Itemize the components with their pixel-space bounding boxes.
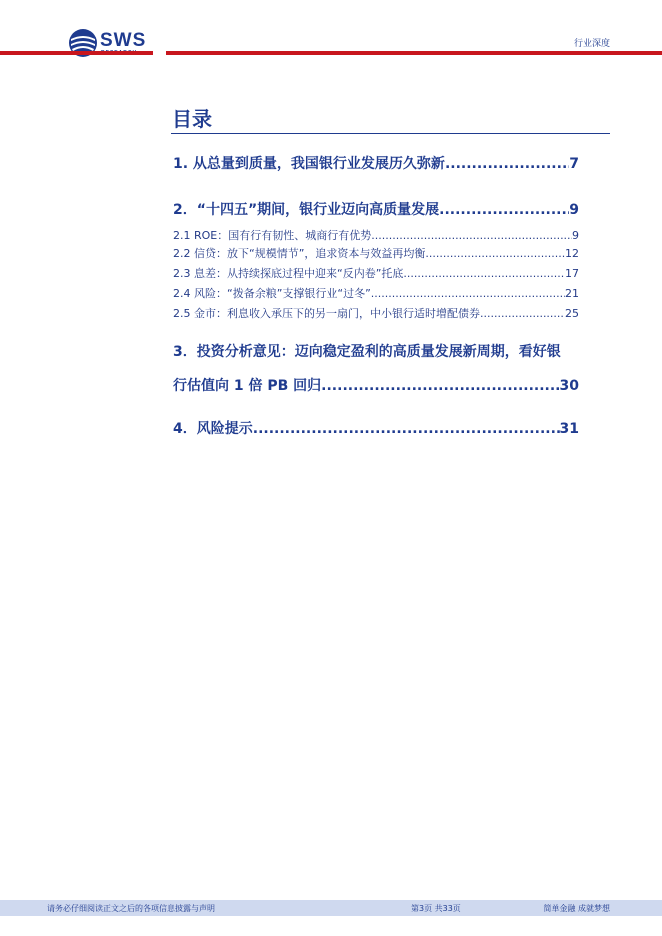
toc-entry-page: 9	[572, 229, 579, 242]
footer-slogan: 简单金融 成就梦想	[543, 904, 610, 913]
toc-entry-3[interactable]	[173, 375, 579, 395]
toc-entry-page: 12	[565, 247, 579, 260]
toc-entry-page: 30	[559, 378, 579, 394]
toc-entry-3-line1[interactable]: 3．投资分析意见：迈向稳定盈利的高质量发展新周期，看好银	[173, 344, 561, 360]
toc-title-rule	[171, 133, 610, 134]
toc-entry-2-4[interactable]	[173, 285, 579, 301]
toc-entry-text: 2.4 风险：“拨备余粮”支撑银行业“过冬”	[173, 287, 371, 300]
toc-entry-page: 17	[565, 267, 579, 280]
toc-entry-2[interactable]	[173, 199, 579, 219]
toc-entry-text: 2.1 ROE：国有行有韧性、城商行有优势	[173, 229, 372, 242]
toc-title: 目录	[172, 107, 212, 131]
toc-entry-page: 21	[565, 287, 579, 300]
footer-disclaimer: 请务必仔细阅读正文之后的各项信息披露与声明	[47, 904, 215, 913]
toc-entry-text: 行估值向 1 倍 PB 回归	[173, 378, 322, 394]
header-rule-left	[0, 51, 153, 55]
toc-entry-2-2[interactable]	[173, 245, 579, 261]
toc-entry-text: 2.3 息差：从持续探底过程中迎来“反内卷”托底	[173, 267, 404, 280]
toc-entry-4[interactable]	[173, 418, 579, 438]
toc-leader-dots	[321, 378, 559, 394]
toc-leader-dots	[371, 229, 572, 242]
toc-entry-text: 2.5 金市：利息收入承压下的另一扇门，中小银行适时增配债券	[173, 307, 480, 320]
toc-entry-page: 9	[569, 202, 579, 218]
toc-entry-2-1[interactable]	[173, 227, 579, 243]
toc-entry-2-5[interactable]	[173, 305, 579, 321]
toc-entry-1[interactable]	[173, 153, 579, 173]
toc-leader-dots	[439, 202, 569, 218]
footer-page-info: 第3页 共33页	[411, 904, 461, 913]
toc-entry-text: 2．“十四五”期间，银行业迈向高质量发展	[173, 202, 440, 218]
toc-entry-text: 2.2 信贷：放下“规模情节”，追求资本与效益再均衡	[173, 247, 426, 260]
toc-leader-dots	[480, 307, 565, 320]
logo-wordmark: SWS	[100, 30, 147, 51]
toc-leader-dots	[371, 287, 565, 300]
report-type-label: 行业深度	[573, 39, 610, 49]
toc-leader-dots	[445, 156, 569, 172]
header-rule-right	[166, 51, 662, 55]
toc-entry-page: 31	[559, 421, 579, 437]
toc-entry-page: 25	[565, 307, 579, 320]
toc-leader-dots	[425, 247, 565, 260]
toc-entry-page: 7	[569, 156, 579, 172]
toc-leader-dots	[403, 267, 565, 280]
toc-entry-2-3[interactable]	[173, 265, 579, 281]
toc-entry-text: 1. 从总量到质量，我国银行业发展历久弥新	[173, 156, 445, 172]
toc-entry-text: 4．风险提示	[173, 421, 253, 437]
toc-leader-dots	[253, 421, 560, 437]
